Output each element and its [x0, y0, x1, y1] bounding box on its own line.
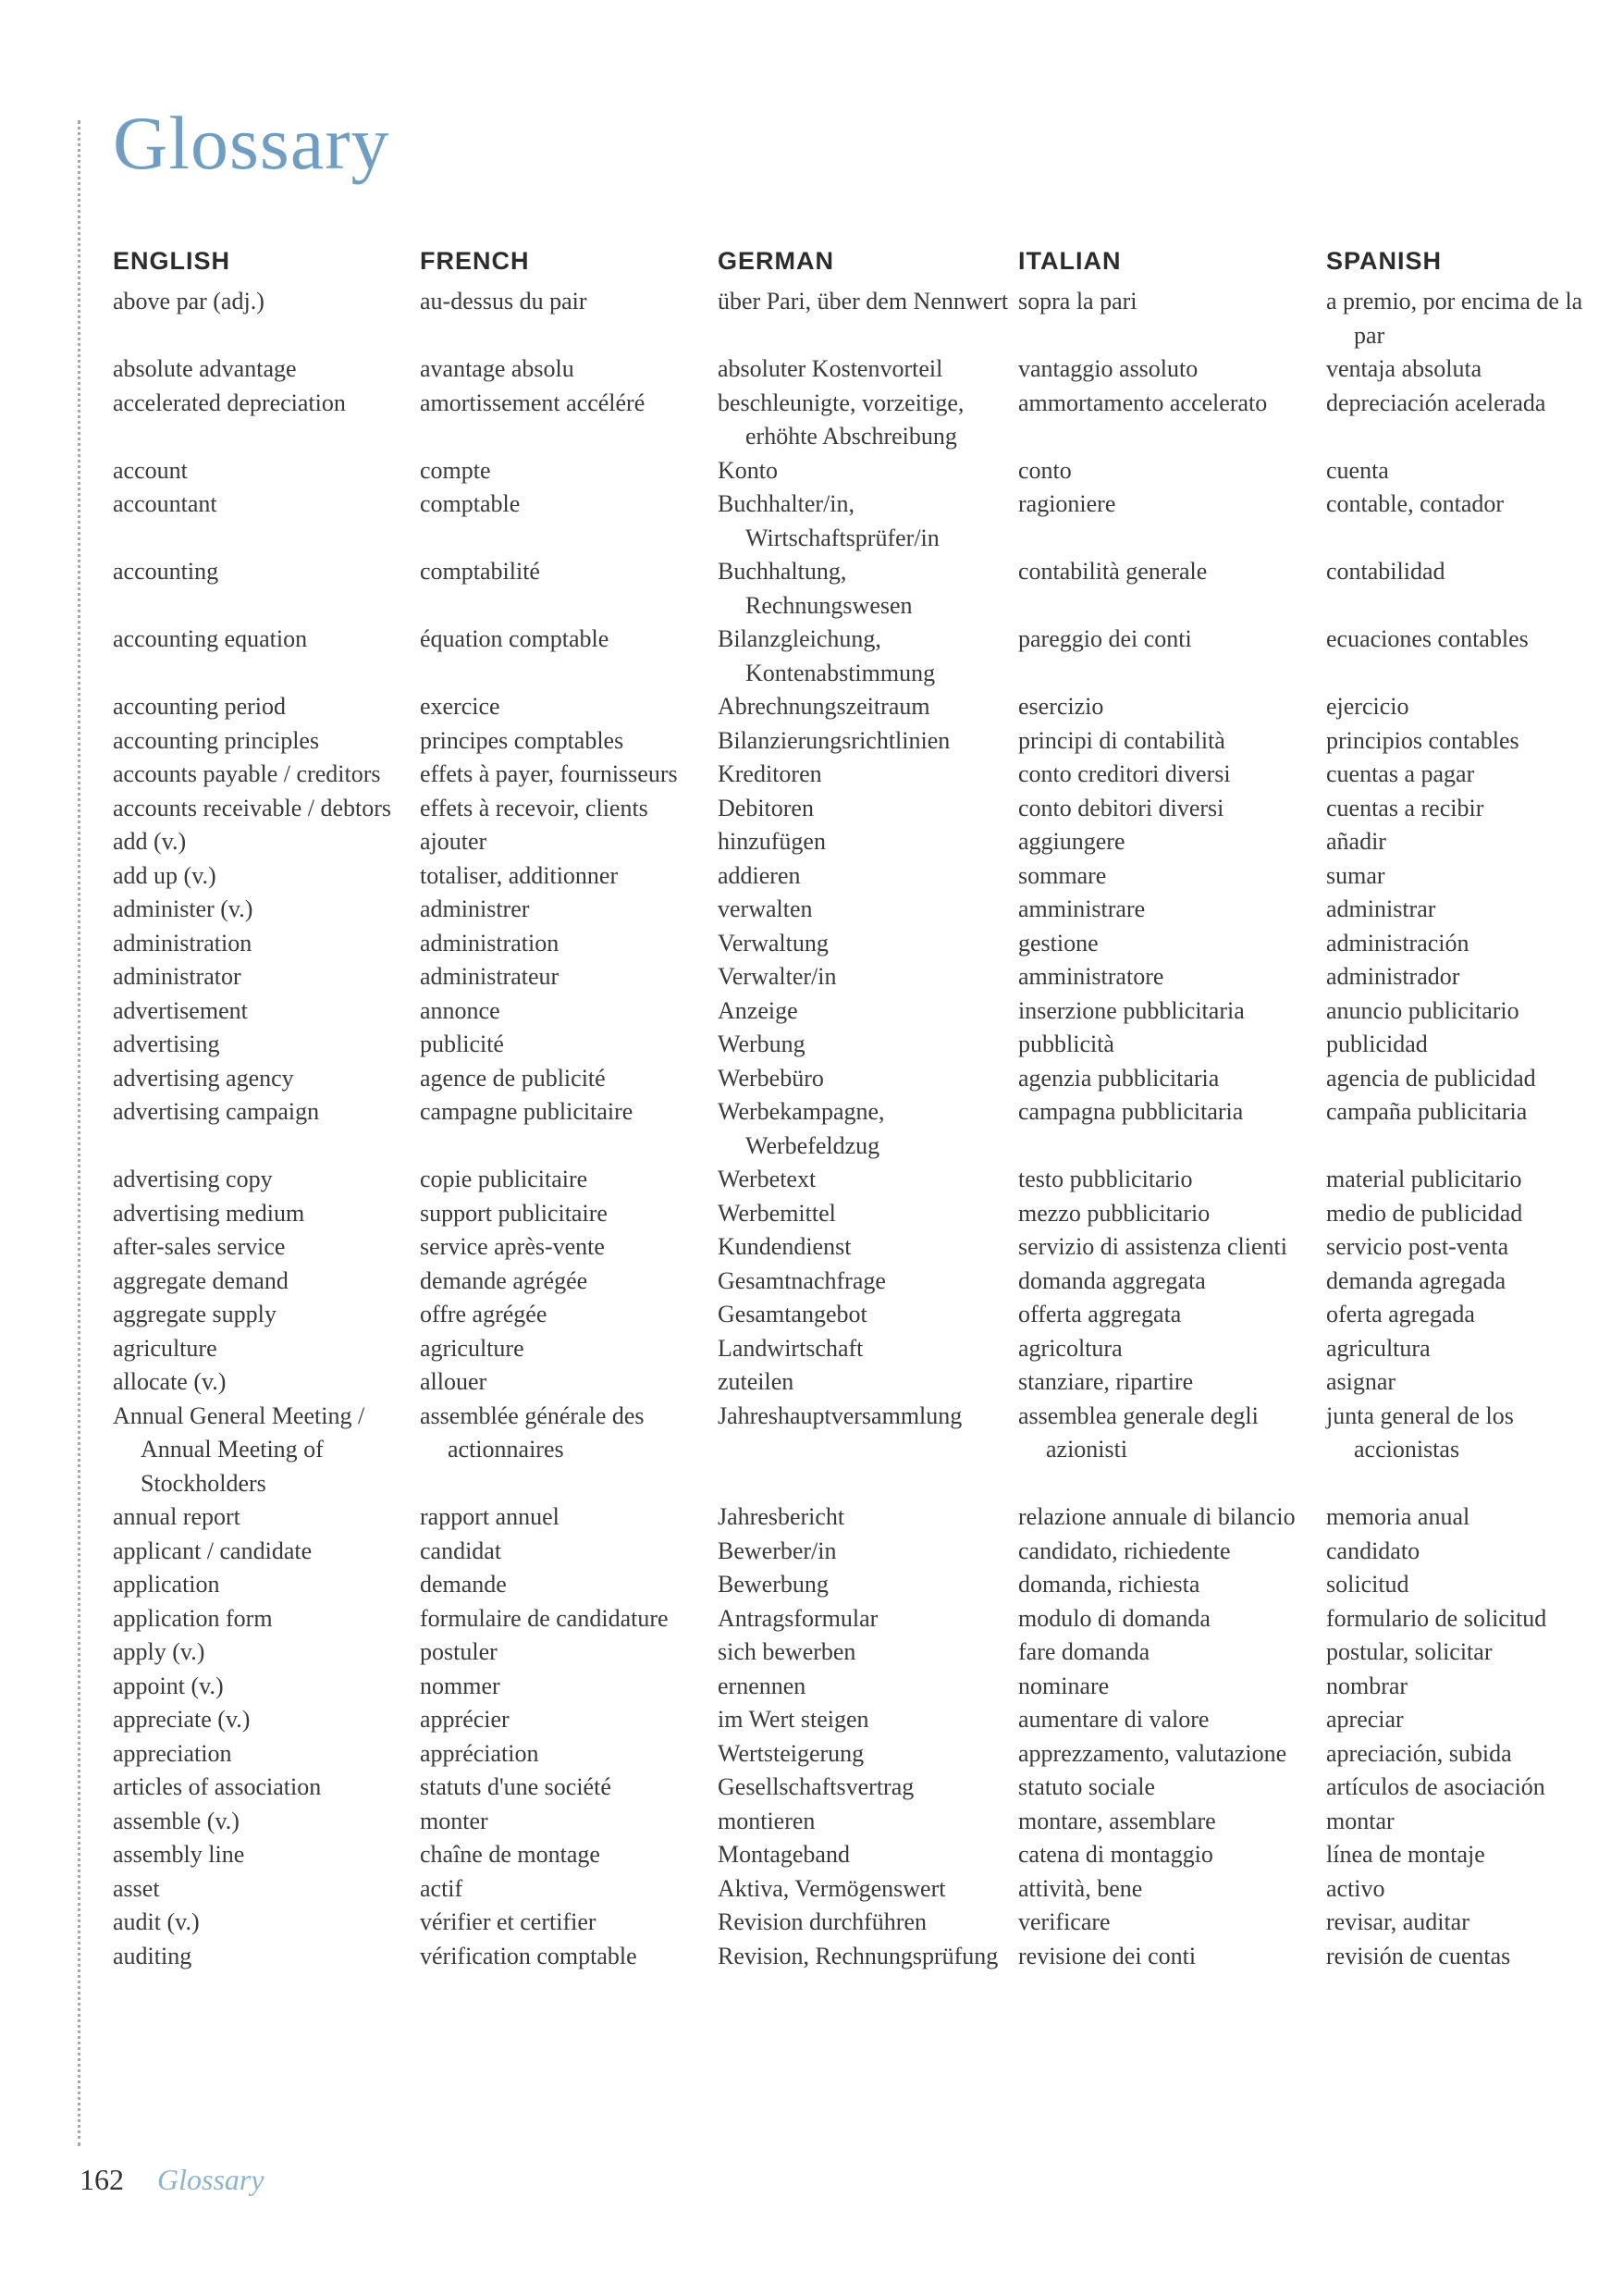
term-italian: fare domanda — [1018, 1638, 1150, 1665]
glossary-entry-row — [113, 454, 1592, 488]
term-spanish: apreciación, subida — [1326, 1739, 1512, 1767]
term-italian: aumentare di valore — [1018, 1706, 1210, 1733]
term-german: Bewerbung — [718, 1571, 829, 1598]
term-spanish: solicitud — [1326, 1571, 1409, 1598]
term-english: appoint (v.) — [113, 1672, 224, 1699]
term-italian: sommare — [1018, 861, 1107, 889]
term-french: allouer — [420, 1368, 487, 1395]
term-english: aggregate demand — [113, 1266, 289, 1294]
term-german: Abrechnungszeitraum — [718, 693, 930, 720]
glossary-entry-row — [113, 1400, 1592, 1501]
glossary-entry-row — [113, 1365, 1592, 1400]
glossary-entry-row — [113, 1805, 1592, 1839]
glossary-entry-row — [113, 893, 1592, 927]
glossary-entry-row — [113, 1028, 1592, 1062]
glossary-entry-row — [113, 1500, 1592, 1535]
page-number: 162 — [80, 2163, 124, 2196]
term-italian: nominare — [1018, 1672, 1110, 1699]
column-header-row — [113, 242, 1592, 279]
term-spanish: memoria anual — [1326, 1503, 1470, 1530]
term-french: principes comptables — [420, 726, 624, 754]
term-english: application — [113, 1571, 220, 1598]
term-german: verwalten — [718, 895, 813, 922]
term-italian: inserzione pubblicitaria — [1018, 996, 1245, 1024]
term-german: addieren — [718, 861, 801, 889]
term-spanish: principios contables — [1326, 726, 1519, 754]
term-french: totaliser, additionner — [420, 861, 619, 889]
term-english: appreciation — [113, 1739, 232, 1767]
term-german: im Wert steigen — [718, 1706, 869, 1733]
term-german: Montageband — [718, 1841, 850, 1868]
term-italian: contabilità generale — [1018, 558, 1208, 585]
glossary-rows — [113, 285, 1592, 1973]
term-italian: verificare — [1018, 1908, 1111, 1935]
term-italian: conto creditori diversi — [1018, 760, 1231, 787]
term-german: Antragsformular — [718, 1604, 879, 1632]
term-french: effets à recevoir, clients — [420, 794, 648, 821]
term-french: actif — [420, 1874, 463, 1902]
glossary-entry-row — [113, 1636, 1592, 1670]
term-spanish: montar — [1326, 1807, 1395, 1834]
glossary-entry-row — [113, 1838, 1592, 1872]
glossary-entry-row — [113, 352, 1592, 387]
term-italian: conto — [1018, 456, 1072, 484]
glossary-entry-row — [113, 927, 1592, 961]
glossary-entry-row — [113, 1771, 1592, 1805]
term-german: montieren — [718, 1807, 816, 1834]
term-french: comptable — [420, 490, 521, 517]
term-english: allocate (v.) — [113, 1368, 227, 1395]
term-italian: offerta aggregata — [1018, 1301, 1182, 1327]
glossary-entry-row — [113, 1602, 1592, 1636]
term-english: appreciate (v.) — [113, 1706, 251, 1733]
term-german: Bilanzgleichung, Kontenabstimmung — [718, 625, 936, 686]
term-english: auditing — [113, 1942, 192, 1969]
term-english: advertising — [113, 1031, 220, 1057]
term-french: demande agrégée — [420, 1266, 588, 1294]
glossary-entry-row — [113, 1298, 1592, 1332]
glossary-entry-row — [113, 1940, 1592, 1974]
term-french: avantage absolu — [420, 355, 574, 382]
term-italian: amministratore — [1018, 963, 1164, 990]
term-italian: revisione dei conti — [1018, 1942, 1197, 1969]
term-german: Werbemittel — [718, 1199, 836, 1227]
term-german: sich bewerben — [718, 1638, 856, 1665]
term-french: effets à payer, fournisseurs — [420, 760, 678, 787]
margin-dotted-rule — [78, 120, 80, 2146]
term-italian: vantaggio assoluto — [1018, 355, 1199, 382]
glossary-entry-row — [113, 1535, 1592, 1569]
term-english: applicant / candidate — [113, 1537, 313, 1564]
term-german: Gesellschaftsvertrag — [718, 1773, 915, 1800]
term-french: support publicitaire — [420, 1199, 608, 1227]
term-spanish: contabilidad — [1326, 558, 1445, 585]
term-italian: relazione annuale di bilancio — [1018, 1503, 1296, 1530]
term-english: assemble (v.) — [113, 1807, 240, 1834]
term-french: agriculture — [420, 1334, 524, 1362]
term-german: Werbekampagne, Werbefeldzug — [718, 1098, 885, 1159]
term-spanish: nombrar — [1326, 1672, 1408, 1699]
term-english: administer (v.) — [113, 895, 253, 922]
term-english: annual report — [113, 1503, 240, 1530]
term-spanish: administrar — [1326, 895, 1436, 922]
term-spanish: administración — [1326, 929, 1469, 957]
column-header-spanish: SPANISH — [1326, 247, 1443, 275]
term-french: vérifier et certifier — [420, 1908, 596, 1935]
term-italian: domanda, richiesta — [1018, 1571, 1200, 1598]
term-french: campagne publicitaire — [420, 1098, 633, 1125]
term-german: Konto — [718, 456, 778, 484]
term-french: appréciation — [420, 1739, 539, 1767]
term-english: accounts receivable / debtors — [113, 794, 392, 821]
term-french: offre agrégée — [420, 1301, 547, 1327]
term-spanish: campaña publicitaria — [1326, 1098, 1528, 1125]
term-french: nommer — [420, 1672, 500, 1699]
term-spanish: ejercicio — [1326, 693, 1409, 720]
term-french: agence de publicité — [420, 1064, 606, 1092]
term-english: account — [113, 456, 188, 484]
term-italian: gestione — [1018, 929, 1099, 957]
term-italian: aggiungere — [1018, 828, 1125, 855]
term-english: assembly line — [113, 1841, 245, 1868]
term-spanish: postular, solicitar — [1326, 1638, 1493, 1665]
term-french: publicité — [420, 1031, 504, 1057]
term-english: advertisement — [113, 996, 248, 1024]
glossary-entry-row — [113, 387, 1592, 454]
term-italian: stanziare, ripartire — [1018, 1368, 1194, 1395]
glossary-entry-row — [113, 690, 1592, 724]
glossary-entry-row — [113, 724, 1592, 759]
term-spanish: cuenta — [1326, 456, 1389, 484]
term-french: équation comptable — [420, 625, 609, 652]
term-italian: ragioniere — [1018, 490, 1116, 517]
term-german: Debitoren — [718, 794, 814, 821]
glossary-entry-row — [113, 792, 1592, 826]
term-english: administration — [113, 929, 252, 957]
term-german: Wertsteigerung — [718, 1739, 865, 1767]
glossary-entry-row — [113, 1095, 1592, 1163]
term-french: apprécier — [420, 1706, 510, 1733]
term-italian: sopra la pari — [1018, 288, 1137, 315]
term-french: exercice — [420, 693, 500, 720]
term-english: accounts payable / creditors — [113, 760, 381, 787]
term-spanish: añadir — [1326, 828, 1386, 855]
glossary-entry-row — [113, 488, 1592, 555]
glossary-entry-row — [113, 555, 1592, 623]
glossary-entry-row — [113, 1265, 1592, 1299]
term-german: Werbetext — [718, 1166, 817, 1192]
term-spanish: candidato — [1326, 1537, 1420, 1564]
term-german: hinzufügen — [718, 828, 826, 855]
term-spanish: junta general de los accionistas — [1326, 1401, 1514, 1463]
term-german: Bilanzierungsrichtlinien — [718, 726, 951, 754]
term-spanish: agricultura — [1326, 1334, 1431, 1362]
column-header-french: FRENCH — [420, 247, 530, 275]
term-italian: candidato, richiedente — [1018, 1537, 1231, 1564]
term-italian: conto debitori diversi — [1018, 794, 1224, 821]
term-german: Gesamtnachfrage — [718, 1266, 886, 1294]
term-spanish: revisión de cuentas — [1326, 1942, 1511, 1969]
term-english: Annual General Meeting / Annual Meeting of Stockholders — [113, 1401, 365, 1497]
glossary-entry-row — [113, 1906, 1592, 1940]
term-english: accounting equation — [113, 625, 308, 652]
term-french: service après-vente — [420, 1233, 605, 1260]
term-spanish: artículos de asociación — [1326, 1773, 1545, 1800]
term-french: copie publicitaire — [420, 1166, 588, 1192]
term-italian: ammortamento accelerato — [1018, 389, 1268, 416]
term-english: accelerated depreciation — [113, 389, 346, 416]
glossary-entry-row — [113, 825, 1592, 859]
term-italian: pubblicità — [1018, 1031, 1114, 1057]
glossary-entry-row — [113, 994, 1592, 1029]
term-english: after-sales service — [113, 1233, 286, 1260]
term-french: administrer — [420, 895, 530, 922]
term-english: advertising campaign — [113, 1098, 320, 1125]
glossary-entry-row — [113, 285, 1592, 352]
column-header-english: ENGLISH — [113, 247, 231, 275]
term-english: accounting period — [113, 693, 286, 720]
term-french: postuler — [420, 1638, 498, 1665]
term-french: demande — [420, 1571, 507, 1598]
term-spanish: asignar — [1326, 1368, 1396, 1395]
term-german: Jahreshauptversammlung — [718, 1401, 963, 1429]
term-french: administration — [420, 929, 559, 957]
term-french: annonce — [420, 996, 500, 1024]
term-german: Kundendienst — [718, 1233, 852, 1260]
term-spanish: cuentas a recibir — [1326, 794, 1484, 821]
term-french: monter — [420, 1807, 488, 1834]
glossary-entry-row — [113, 1737, 1592, 1771]
term-italian: montare, assemblare — [1018, 1807, 1216, 1834]
page-title: Glossary — [113, 101, 390, 185]
term-french: assemblée générale des actionnaires — [420, 1401, 645, 1463]
term-english: application form — [113, 1604, 273, 1632]
term-spanish: anuncio publicitario — [1326, 996, 1519, 1024]
term-german: Verwalter/in — [718, 963, 837, 990]
term-english: above par (adj.) — [113, 288, 264, 315]
term-spanish: administrador — [1326, 963, 1460, 990]
term-german: ernennen — [718, 1672, 806, 1699]
term-german: Buchhalter/in, Wirtschaftsprüfer/in — [718, 490, 940, 551]
term-german: Revision, Rechnungsprüfung — [718, 1942, 999, 1969]
term-french: vérification comptable — [420, 1942, 637, 1969]
glossary-entry-row — [113, 1568, 1592, 1602]
term-german: Gesamtangebot — [718, 1301, 867, 1327]
term-spanish: activo — [1326, 1874, 1385, 1902]
term-german: absoluter Kostenvorteil — [718, 355, 943, 382]
term-spanish: publicidad — [1326, 1031, 1428, 1057]
term-english: accounting — [113, 558, 219, 585]
term-german: Buchhaltung, Rechnungswesen — [718, 558, 913, 619]
term-spanish: ventaja absoluta — [1326, 355, 1482, 382]
term-english: advertising medium — [113, 1199, 305, 1227]
glossary-entry-row — [113, 1062, 1592, 1096]
term-french: au-dessus du pair — [420, 288, 587, 315]
term-french: amortissement accéléré — [420, 389, 646, 416]
term-italian: assemblea generale degli azionisti — [1018, 1401, 1259, 1463]
term-english: asset — [113, 1874, 160, 1902]
term-italian: mezzo pubblicitario — [1018, 1199, 1211, 1227]
term-english: advertising agency — [113, 1064, 294, 1092]
term-german: Bewerber/in — [718, 1537, 837, 1564]
term-french: compte — [420, 456, 491, 484]
term-english: administrator — [113, 963, 241, 990]
term-italian: esercizio — [1018, 693, 1104, 720]
glossary-table — [113, 242, 1592, 1973]
term-german: Verwaltung — [718, 929, 829, 957]
term-english: agriculture — [113, 1334, 217, 1362]
term-english: articles of association — [113, 1773, 322, 1800]
glossary-entry-row — [113, 1703, 1592, 1737]
term-spanish: agencia de publicidad — [1326, 1064, 1536, 1092]
glossary-entry-row — [113, 960, 1592, 994]
term-spanish: demanda agregada — [1326, 1266, 1506, 1294]
term-french: comptabilité — [420, 558, 540, 585]
term-english: accountant — [113, 490, 217, 517]
term-german: über Pari, über dem Nennwert — [718, 288, 1009, 315]
term-german: beschleunigte, vorzeitige, erhöhte Abschreibung — [718, 389, 965, 450]
glossary-entry-row — [113, 623, 1592, 690]
term-italian: principi di contabilità — [1018, 726, 1225, 754]
glossary-entry-row — [113, 758, 1592, 792]
term-spanish: apreciar — [1326, 1706, 1404, 1733]
term-spanish: cuentas a pagar — [1326, 760, 1475, 787]
term-italian: amministrare — [1018, 895, 1146, 922]
term-italian: apprezzamento, valutazione — [1018, 1739, 1287, 1767]
term-italian: domanda aggregata — [1018, 1266, 1206, 1294]
term-italian: catena di montaggio — [1018, 1841, 1213, 1868]
term-german: Jahresbericht — [718, 1503, 845, 1530]
term-italian: statuto sociale — [1018, 1773, 1156, 1800]
term-french: rapport annuel — [420, 1503, 559, 1530]
term-french: formulaire de candidature — [420, 1604, 669, 1632]
term-italian: pareggio dei conti — [1018, 625, 1192, 652]
page-footer — [80, 2163, 264, 2197]
term-spanish: formulario de solicitud — [1326, 1604, 1547, 1632]
term-english: absolute advantage — [113, 355, 297, 382]
term-spanish: depreciación acelerada — [1326, 389, 1546, 416]
term-german: Werbung — [718, 1031, 805, 1057]
glossary-entry-row — [113, 1230, 1592, 1265]
term-italian: testo pubblicitario — [1018, 1166, 1193, 1192]
glossary-entry-row — [113, 1332, 1592, 1366]
term-english: audit (v.) — [113, 1908, 200, 1935]
term-german: Aktiva, Vermögenswert — [718, 1874, 946, 1902]
term-english: accounting principles — [113, 726, 320, 754]
term-italian: attività, bene — [1018, 1874, 1143, 1902]
glossary-entry-row — [113, 1872, 1592, 1907]
footer-section-label: Glossary — [157, 2163, 264, 2196]
glossary-entry-row — [113, 1197, 1592, 1231]
term-spanish: línea de montaje — [1326, 1841, 1485, 1868]
term-english: apply (v.) — [113, 1638, 205, 1665]
term-german: Landwirtschaft — [718, 1334, 864, 1362]
column-header-italian: ITALIAN — [1018, 247, 1122, 275]
term-spanish: ecuaciones contables — [1326, 625, 1529, 652]
term-english: aggregate supply — [113, 1301, 277, 1327]
term-spanish: contable, contador — [1326, 490, 1505, 517]
term-french: administrateur — [420, 963, 559, 990]
term-german: Kreditoren — [718, 760, 822, 787]
term-french: candidat — [420, 1537, 502, 1564]
term-french: statuts d'une société — [420, 1773, 611, 1800]
term-spanish: revisar, auditar — [1326, 1908, 1469, 1935]
term-german: zuteilen — [718, 1368, 794, 1395]
term-italian: servizio di assistenza clienti — [1018, 1233, 1287, 1260]
term-french: chaîne de montage — [420, 1841, 600, 1868]
column-header-german: GERMAN — [718, 247, 834, 275]
term-italian: campagna pubblicitaria — [1018, 1098, 1244, 1125]
term-german: Anzeige — [718, 996, 798, 1024]
term-french: ajouter — [420, 828, 487, 855]
term-english: add up (v.) — [113, 861, 216, 889]
term-spanish: servicio post-venta — [1326, 1233, 1509, 1260]
term-spanish: material publicitario — [1326, 1166, 1522, 1192]
term-english: add (v.) — [113, 828, 187, 855]
term-spanish: sumar — [1326, 861, 1385, 889]
glossary-entry-row — [113, 1163, 1592, 1197]
term-spanish: a premio, por encima de la par — [1326, 288, 1583, 349]
term-english: advertising copy — [113, 1166, 273, 1192]
term-german: Revision durchführen — [718, 1908, 928, 1935]
term-italian: agricoltura — [1018, 1334, 1123, 1362]
term-spanish: medio de publicidad — [1326, 1199, 1523, 1227]
term-german: Werbebüro — [718, 1064, 824, 1092]
glossary-entry-row — [113, 1670, 1592, 1704]
term-italian: modulo di domanda — [1018, 1604, 1211, 1632]
term-spanish: oferta agregada — [1326, 1301, 1475, 1327]
term-italian: agenzia pubblicitaria — [1018, 1064, 1220, 1092]
glossary-entry-row — [113, 859, 1592, 894]
